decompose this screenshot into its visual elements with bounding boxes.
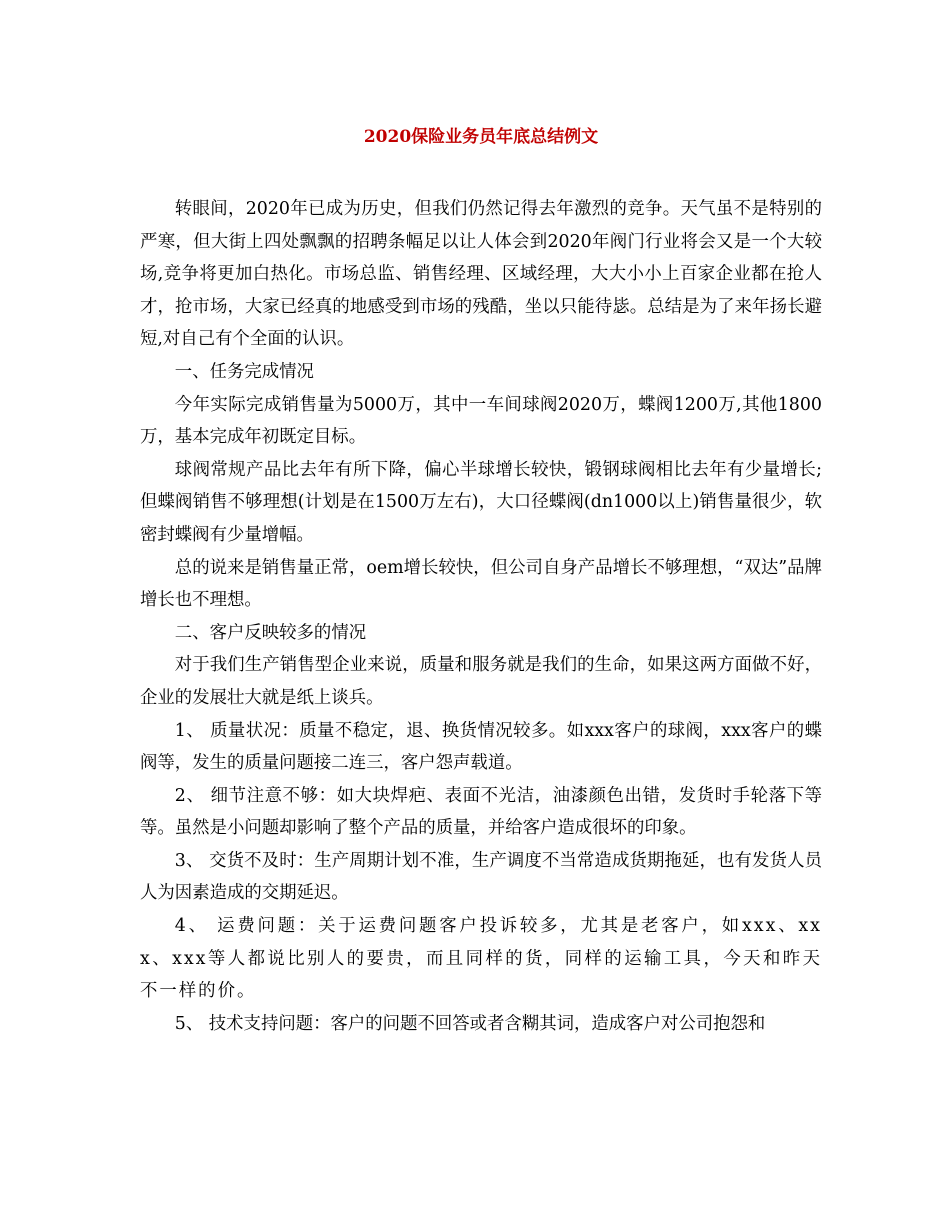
document-title: 2020保险业务员年底总结例文: [363, 127, 599, 147]
list-item-details: 2、 细节注意不够：如大块焊疤、表面不光洁，油漆颜色出错，发货时手轮落下等等。虽然是小问题却影响了整个产品的质量，并给客户造成很坏的印象。: [140, 785, 822, 839]
list-item-tech-support: 5、 技术支持问题：客户的问题不回答或者含糊其词，造成客户对公司抱怨和: [174, 1013, 766, 1034]
list-item-quality: 1、 质量状况：质量不稳定，退、换货情况较多。如xxx客户的球阀，xxx客户的蝶阀等，发生的质量问题接二连三，客户怨声载道。: [140, 720, 822, 774]
paragraph-sales-total: 今年实际完成销售量为5000万，其中一车间球阀2020万，蝶阀1200万,其他1800万，基本完成年初既定目标。: [140, 394, 822, 448]
document-body: [140, 193, 822, 1040]
list-item-delivery: 3、 交货不及时：生产周期计划不准，生产调度不当常造成货期拖延，也有发货人员人为因素造成的交期延迟。: [140, 850, 822, 904]
paragraph-quality-service: 对于我们生产销售型企业来说，质量和服务就是我们的生命，如果这两方面做不好，企业的发展壮大就是纸上谈兵。: [140, 655, 822, 708]
paragraph-intro: 转眼间，2020年已成为历史，但我们仍然记得去年激烈的竞争。天气虽不是特别的严寒，但大街上四处飘飘的招聘条幅足以让人体会到2020年阀门行业将会又是一个大较场,竞争将更加白热化。市场总监、销售经理、区域经理，大大小小上百家企业都在抢人才，抢市场，大家已经真的地感受到市场的残酷，坐以只能待毖。总结是为了来年扬长避短,对自己有个全面的认识。: [140, 199, 822, 350]
paragraph-product-trends: 球阀常规产品比去年有所下降，偏心半球增长较快，锻钢球阀相比去年有少量增长;但蝶阀销售不够理想(计划是在1500万左右)，大口径蝶阀(dn1000以上)销售量很少，软密封蝶阀有少量增幅。: [140, 459, 822, 545]
paragraph-summary: 总的说来是销售量正常，oem增长较快，但公司自身产品增长不够理想，“双达”品牌增长也不理想。: [140, 557, 822, 611]
section-heading-1: 一、任务完成情况: [174, 361, 314, 382]
list-item-freight: 4、 运费问题：关于运费问题客户投诉较多，尤其是老客户，如xxx、xxx、xxx等人都说比别人的要贵，而且同样的货，同样的运输工具，今天和昨天不一样的价。: [140, 916, 822, 1002]
section-heading-2: 二、客户反映较多的情况: [174, 622, 367, 643]
